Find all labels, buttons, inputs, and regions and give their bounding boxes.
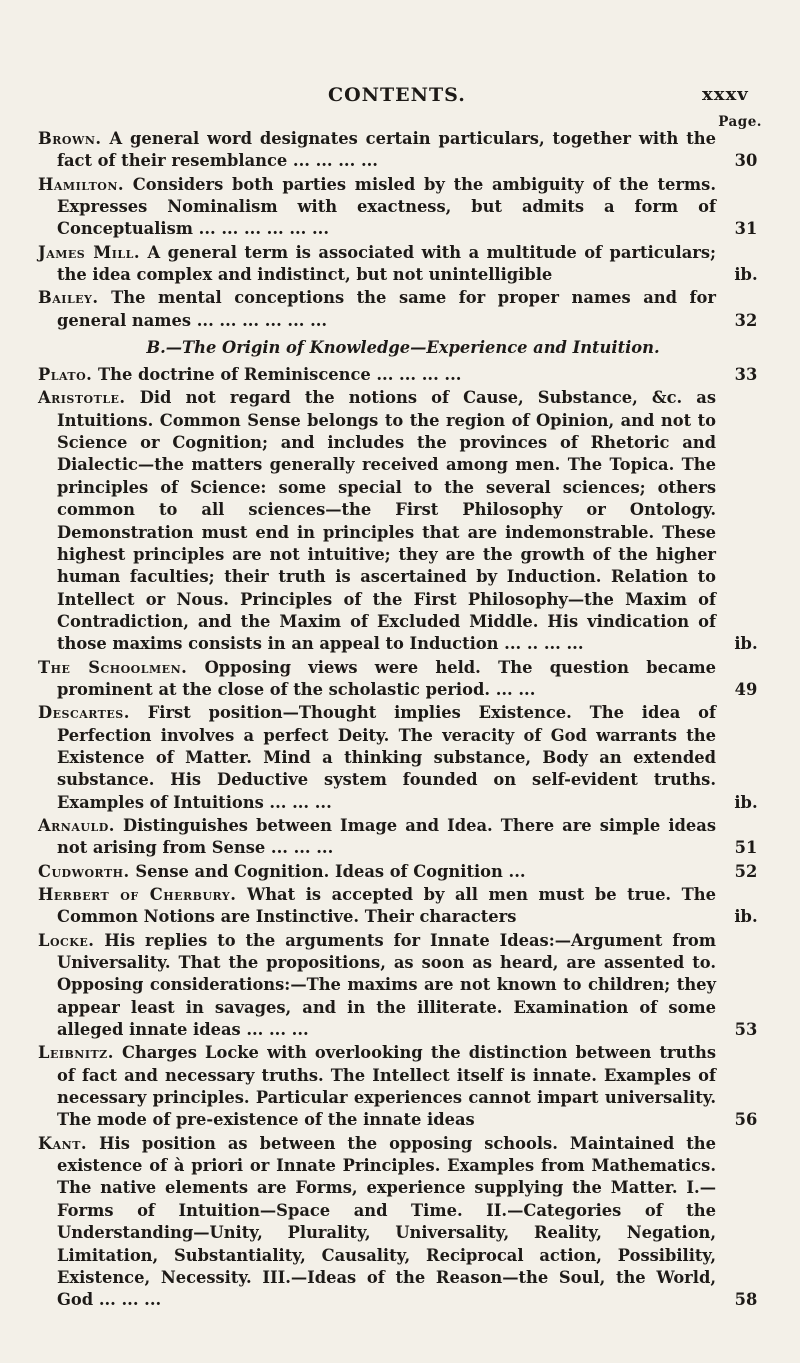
entry-text: Charges Locke with overlooking the distinction between truths of fact and necessary truths. The Intellect itself is innate. Examples of necessary principles. Particular experiences cannot impart universality. The mode of pre-existence of the innate ideas <box>57 1043 716 1130</box>
entry-page: 58 <box>734 1290 758 1310</box>
entry-name: Cudworth. <box>38 861 130 881</box>
entry-text: What is accepted by all men must be true. The Common Notions are Instinctive. Their characters <box>57 885 716 927</box>
entry-page: 52 <box>734 861 758 881</box>
entry-text: A general term is associated with a multitude of particulars; the idea complex and indistinct, but not unintelligible <box>57 242 717 285</box>
entry-name: Locke. <box>38 930 95 950</box>
entry-name: Leibnitz. <box>38 1043 114 1063</box>
section-heading: B.—The Origin of Knowledge—Experience and Intuition. <box>146 338 660 358</box>
toc-entry-plato <box>38 364 768 386</box>
entry-page: 56 <box>734 1110 758 1130</box>
entry-name: Kant. <box>38 1133 88 1153</box>
entry-text: Distinguishes between Image and Idea. There are simple ideas not arising from Sense ... ... ... <box>57 815 716 858</box>
entry-text: Did not regard the notions of Cause, Substance, &c. as Intuitions. Common Sense belongs to the region of Opinion, and not to Science or Cognition; and includes the provinces of Rhetoric and Dialectic—the matters generally received among men. The Topica. The principles of Science: some special to the several sciences; others common to all sciences—the First Philosophy or Ontology. Demonstration must end in principles that are indemonstrable. These highest principles are not intuitive; they are the growth of the higher human faculties; their truth is ascertained by Induction. Relation to Intellect or Nous. Principles of the First Philosophy—the Maxim of Contradiction, and the Maxim of Excluded Middle. His vindication of those maxims consists in an appeal to Induction ... .. ... ... <box>57 388 717 654</box>
entry-name: Bailey. <box>38 288 99 308</box>
header-title: CONTENTS. <box>328 84 466 106</box>
entry-page: ib. <box>734 265 758 285</box>
entry-name: James Mill. <box>38 242 141 262</box>
entry-name: Descartes. <box>38 703 130 723</box>
toc-entry-cudworth <box>38 861 768 883</box>
entry-text: The mental conceptions the same for proper names and for general names ... ... ... ... ... ... <box>57 288 716 330</box>
entry-name: The Schoolmen. <box>38 657 188 677</box>
entry-name: Herbert of Cherbury. <box>38 885 237 904</box>
toc-entry-descartes <box>38 702 768 814</box>
running-header <box>0 84 800 114</box>
toc-entry-hamilton <box>38 174 768 241</box>
entry-text: His position as between the opposing schools. Maintained the existence of à priori or Innate Principles. Examples from Mathematics. The native elements are Forms, experience supplying the Matter. I.—Forms of Intuition—Space and Time. II.—Categories of the Understanding—Unity, Plurality, Universality, Reality, Negation, Limitation, Substantiality, Causality, Reciprocal action, Possibility, Existence, Necessity. III.—Ideas of the Reason—the Soul, the World, God ... ... ... <box>57 1133 717 1310</box>
entry-page: ib. <box>734 792 758 812</box>
entry-name: Brown. <box>38 129 102 148</box>
toc-entry-bailey <box>38 287 768 332</box>
toc-entry-james-mill <box>38 242 768 287</box>
toc-entry-locke <box>38 930 768 1042</box>
entry-page: ib. <box>734 907 758 927</box>
entry-page: 51 <box>734 838 758 858</box>
entry-name: Hamilton. <box>38 174 125 194</box>
entry-text: His replies to the arguments for Innate Ideas:—Argument from Universality. That the propositions, as soon as heard, are assented to. Opposing considerations:—The maxims are not known to children; they appear least in savages, and in the illiterate. Examination of some alleged innate ideas ... ... ... <box>57 930 717 1040</box>
entry-text: First position—Thought implies Existence. The idea of Perfection involves a perfect Deity. The veracity of God warrants the Existence of Matter. Mind a thinking substance, Body an extended substance. His Deductive system founded on self-evident truths. Examples of Intuitions ... ... ... <box>57 703 717 812</box>
entry-text: Opposing views were held. The question became prominent at the close of the scholastic period. ... ... <box>57 657 717 699</box>
entry-text: Considers both parties misled by the ambiguity of the terms. Expresses Nominalism with exactness, but admits a form of Conceptualism ... ... ... ... ... ... <box>57 174 716 239</box>
entry-text: The doctrine of Reminiscence ... ... ... ... <box>98 365 462 385</box>
entry-page: 49 <box>734 679 758 699</box>
toc-entry-brown <box>38 128 768 173</box>
toc-entry-aristotle <box>38 387 768 655</box>
entry-page: 31 <box>734 219 758 239</box>
header-page-number: xxxv <box>702 84 749 105</box>
entry-text: A general word designates certain particulars, together with the fact of their resemblance ... ... ... ... <box>57 129 716 171</box>
toc-entry-schoolmen <box>38 657 768 702</box>
entry-page: 32 <box>734 310 758 330</box>
toc-entry-herbert <box>38 884 768 929</box>
entry-name: Arnauld. <box>38 815 115 835</box>
entry-name: Aristotle. <box>38 388 126 408</box>
toc-entry-arnauld <box>38 815 768 860</box>
entry-page: 33 <box>734 365 758 385</box>
toc-entry-kant <box>38 1133 768 1312</box>
entry-page: 30 <box>734 151 758 171</box>
entry-text: Sense and Cognition. Ideas of Cognition ... <box>135 861 526 881</box>
entry-name: Plato. <box>38 365 93 385</box>
entry-page: 53 <box>734 1020 758 1040</box>
entry-page: ib. <box>734 634 758 654</box>
table-of-contents <box>38 128 768 1313</box>
page-column-label: Page. <box>718 114 762 130</box>
toc-entry-leibnitz <box>38 1042 768 1131</box>
